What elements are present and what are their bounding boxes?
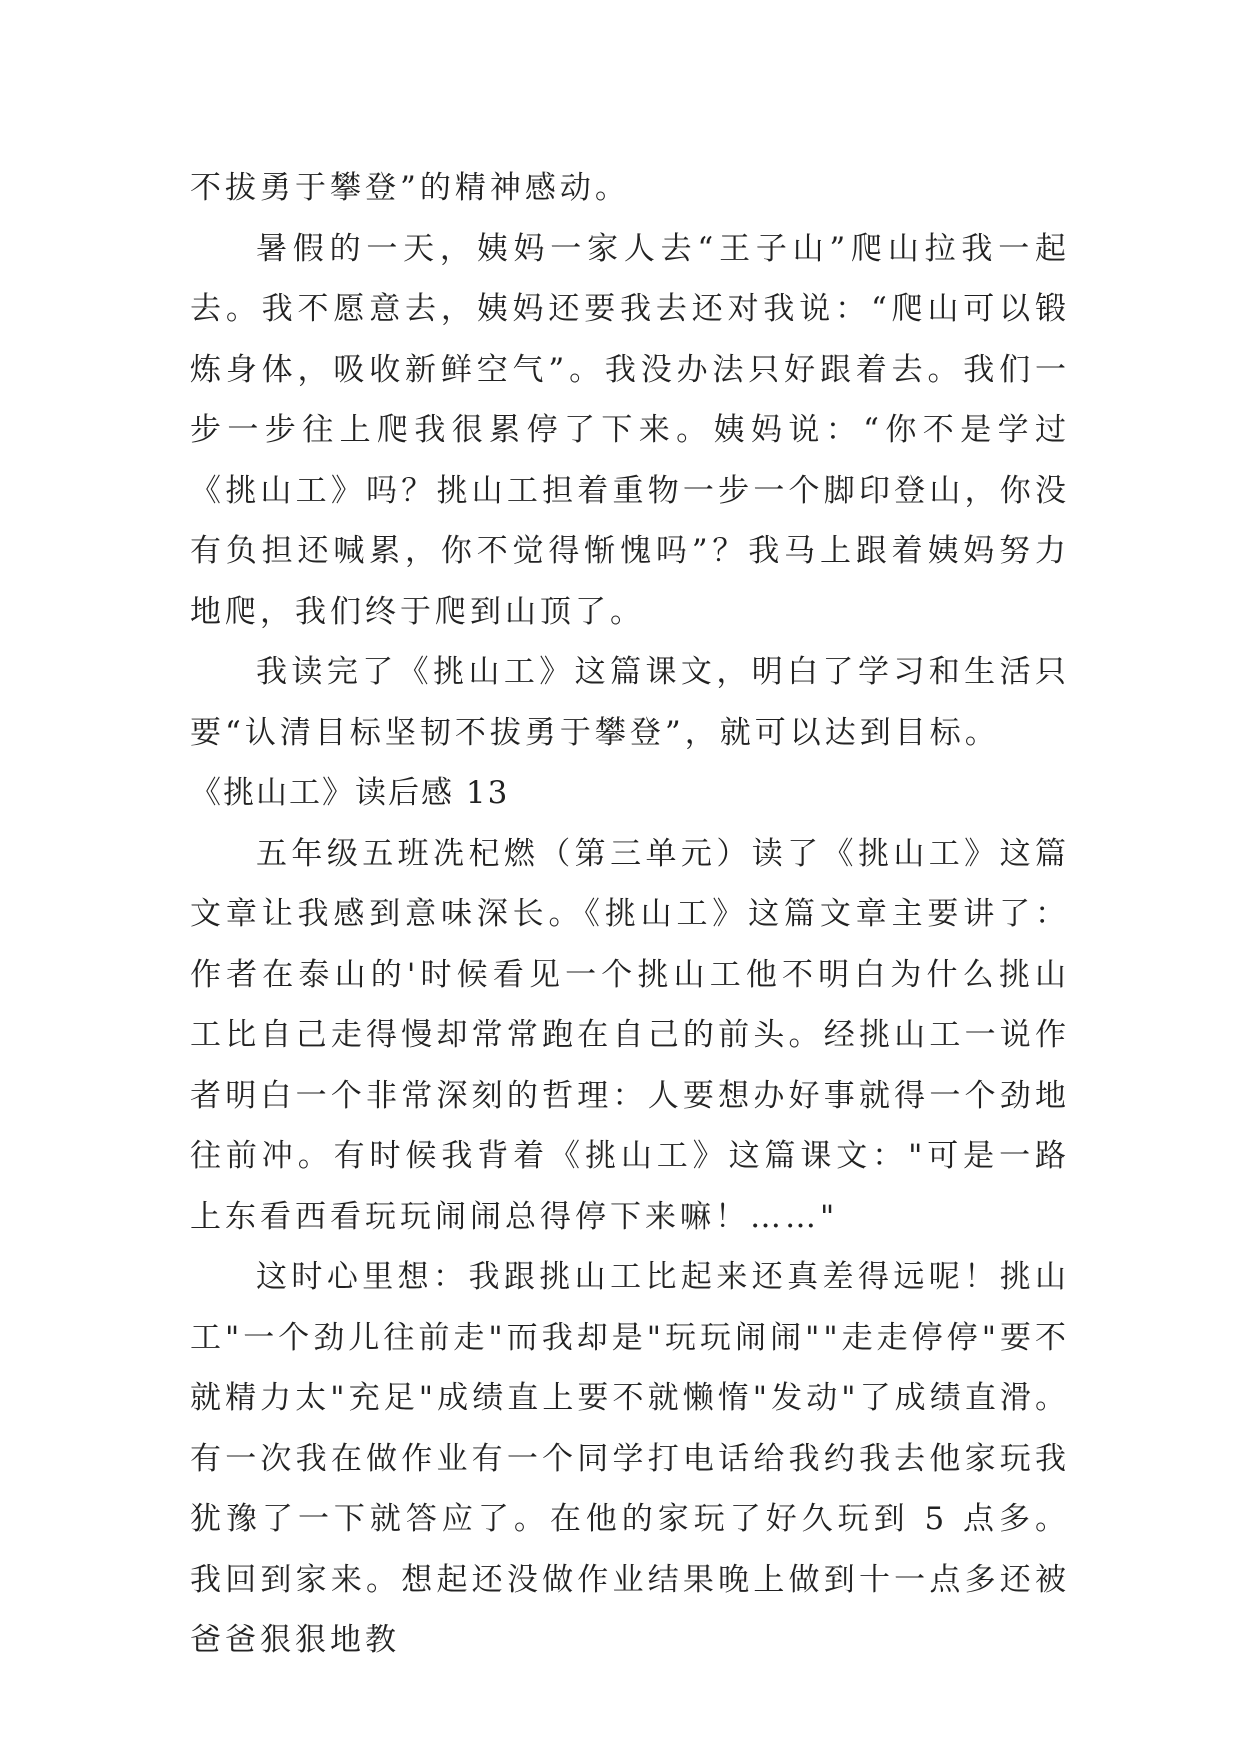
paragraph-2: 暑假的一天，姨妈一家人去“王子山”爬山拉我一起去。我不愿意去，姨妈还要我去还对我说：“爬山可以锻炼身体，吸收新鲜空气”。我没办法只好跟着去。我们一步一步往上爬我很累停了下来。姨妈说：“你不是学过《挑山工》吗？挑山工担着重物一步一个脚印登山，你没有负担还喊累，你不觉得惭愧吗”？我马上跟着姨妈努力地爬，我们终于爬到山顶了。 [190, 230, 1070, 630]
paragraph-3: 我读完了《挑山工》这篇课文，明白了学习和生活只要“认清目标坚韧不拔勇于攀登”，就可以达到目标。 [190, 654, 1070, 751]
paragraph-1: 不拔勇于攀登”的精神感动。 [190, 170, 630, 206]
document-body [190, 158, 1070, 1671]
paragraph-5: 这时心里想：我跟挑山工比起来还真差得远呢！挑山工"一个劲儿往前走"而我却是"玩玩闹闹""走走停停"要不就精力太"充足"成绩直上要不就懒惰"发动"了成绩直滑。有一次我在做作业有一个同学打电话给我约我去他家玩我犹豫了一下就答应了。在他的家玩了好久玩到 5 点多。我回到家来。想起还没做作业结果晚上做到十一点多还被爸爸狠狠地教 [190, 1259, 1070, 1658]
section-heading: 《挑山工》读后感 13 [190, 775, 510, 811]
paragraph-4: 五年级五班冼杞燃（第三单元）读了《挑山工》这篇文章让我感到意味深长。《挑山工》这篇文章主要讲了：作者在泰山的'时候看见一个挑山工他不明白为什么挑山工比自己走得慢却常常跑在自己的前头。经挑山工一说作者明白一个非常深刻的哲理：人要想办好事就得一个劲地往前冲。有时候我背着《挑山工》这篇课文："可是一路上东看西看玩玩闹闹总得停下来嘛！……" [190, 835, 1070, 1235]
